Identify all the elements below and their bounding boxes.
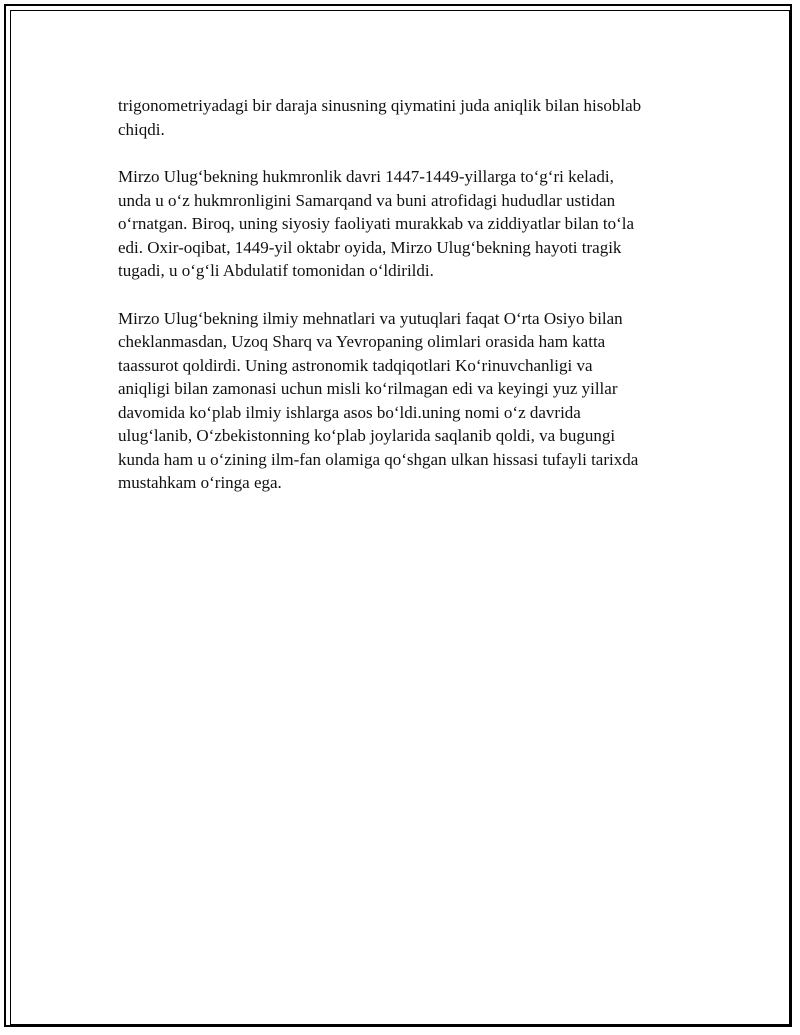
text-line: mustahkam o‘ringa ega. (118, 473, 282, 492)
paragraph-1 (118, 94, 698, 141)
text-line: edi. Oxir-oqibat, 1449-yil oktabr oyida, Mirzo Ulug‘bekning hayoti tragik (118, 237, 622, 257)
text-line: kunda ham u o‘zining ilm-fan olamiga qo‘shgan ulkan hissasi tufayli tarixda (118, 449, 639, 469)
text-line: unda u o‘z hukmronligini Samarqand va buni atrofidagi hududlar ustidan (118, 190, 616, 210)
text-line: trigonometriyadagi bir daraja sinusning qiymatini juda aniqlik bilan hisoblab (118, 96, 642, 115)
text-line: chiqdi. (118, 119, 165, 139)
text-line: o‘rnatgan. Biroq, uning siyosiy faoliyati murakkab va ziddiyatlar bilan to‘la (118, 214, 635, 233)
text-line: davomida ko‘plab ilmiy ishlarga asos bo‘ldi.uning nomi o‘z davrida (118, 402, 581, 422)
text-line: ulug‘lanib, O‘zbekistonning ko‘plab joylarida saqlanib qoldi, va bugungi (118, 426, 616, 445)
text-line: tugadi, u o‘g‘li Abdulatif tomonidan o‘ldirildi. (118, 261, 434, 280)
text-line: cheklanmasdan, Uzoq Sharq va Yevropaning olimlari orasida ham katta (118, 332, 606, 351)
paragraph-3 (118, 307, 698, 495)
text-line: Mirzo Ulug‘bekning hukmronlik davri 1447-1449-yillarga to‘g‘ri keladi, (118, 167, 614, 186)
text-line: taassurot qoldirdi. Uning astronomik tadqiqotlari Ko‘rinuvchanligi va (118, 355, 593, 375)
paragraph-2 (118, 165, 698, 283)
text-line: Mirzo Ulug‘bekning ilmiy mehnatlari va yutuqlari faqat O‘rta Osiyo bilan (118, 308, 623, 328)
document-body (118, 94, 698, 519)
text-line: aniqligi bilan zamonasi uchun misli ko‘rilmagan edi va keyingi yuz yillar (118, 379, 618, 398)
